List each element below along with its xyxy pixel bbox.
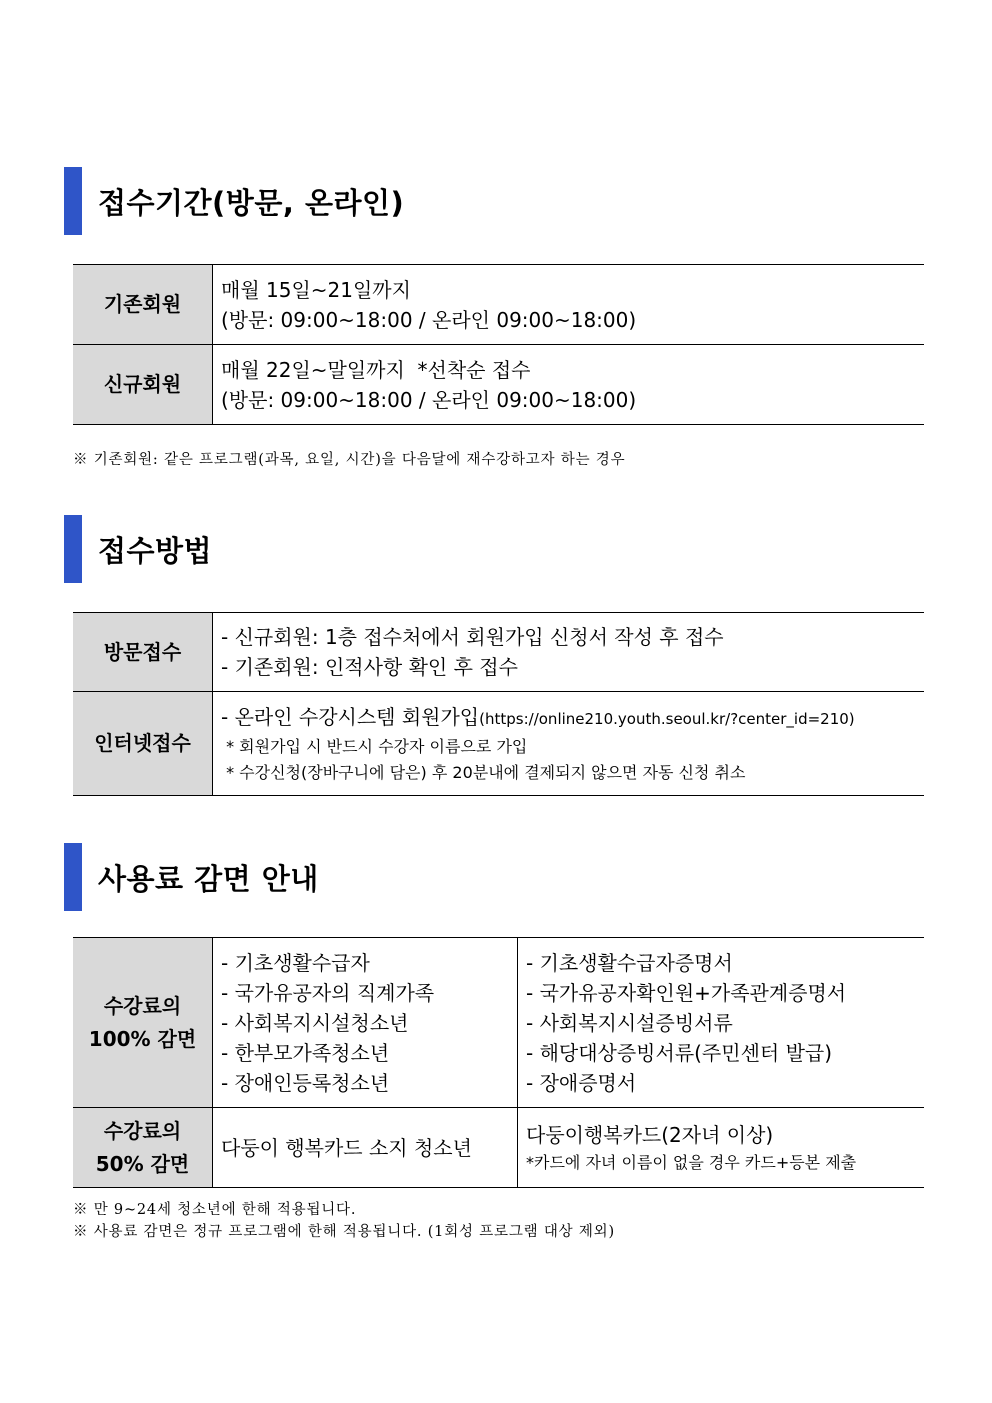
list-item: - 한부모가족청소년 bbox=[221, 1040, 390, 1065]
table-row bbox=[73, 265, 924, 345]
head-line: 100% 감면 bbox=[88, 1026, 197, 1051]
head-line: 수강료의 bbox=[103, 993, 182, 1018]
accent-bar bbox=[64, 843, 82, 911]
full-discount-documents bbox=[518, 938, 925, 1108]
row-head-existing: 기존회원 bbox=[73, 265, 213, 345]
row-head-half-discount bbox=[73, 1108, 213, 1188]
section-title-text: 접수방법 bbox=[98, 533, 213, 568]
method-table bbox=[73, 612, 924, 796]
list-item: - 사회복지시설청소년 bbox=[221, 1010, 409, 1035]
table-row bbox=[73, 1108, 924, 1188]
table-row bbox=[73, 613, 924, 692]
accent-bar bbox=[64, 167, 82, 235]
row-body-existing bbox=[213, 265, 925, 345]
list-item: *카드에 자녀 이름이 없을 경우 카드+등본 제출 bbox=[526, 1152, 857, 1172]
row-body-new bbox=[213, 345, 925, 425]
internet-line bbox=[221, 702, 916, 734]
full-discount-targets bbox=[213, 938, 518, 1108]
period-note: ※ 기존회원: 같은 프로그램(과목, 요일, 시간)을 다음달에 재수강하고자 하는 경우 bbox=[73, 452, 626, 468]
row-head-internet: 인터넷접수 bbox=[73, 692, 213, 796]
list-item: - 장애증명서 bbox=[526, 1070, 637, 1095]
list-item: - 기초생활수급자증명서 bbox=[526, 950, 733, 975]
row-head-full-discount bbox=[73, 938, 213, 1108]
section-title-text: 사용료 감면 안내 bbox=[98, 861, 319, 896]
accent-bar bbox=[64, 515, 82, 583]
list-item: - 기초생활수급자 bbox=[221, 950, 370, 975]
list-item: - 국가유공자확인원+가족관계증명서 bbox=[526, 980, 847, 1005]
period-line: 매월 15일~21일까지 bbox=[221, 277, 411, 302]
discount-note: ※ 사용료 감면은 정규 프로그램에 한해 적용됩니다. (1회성 프로그램 대상 제외) bbox=[73, 1224, 615, 1240]
list-item: - 사회복지시설증빙서류 bbox=[526, 1010, 733, 1035]
hours-line: (방문: 09:00~18:00 / 온라인 09:00~18:00) bbox=[221, 387, 637, 412]
signup-url-link[interactable]: (https://online210.youth.seoul.kr/?center_id=210) bbox=[479, 709, 855, 728]
half-discount-documents bbox=[518, 1108, 925, 1188]
section-title-period bbox=[64, 167, 404, 235]
section-title-text: 접수기간(방문, 온라인) bbox=[98, 185, 405, 220]
row-body-visit bbox=[213, 613, 925, 692]
list-item: - 국가유공자의 직계가족 bbox=[221, 980, 435, 1005]
visit-line: - 신규회원: 1층 접수처에서 회원가입 신청서 작성 후 접수 bbox=[221, 625, 724, 649]
visit-line: - 기존회원: 인적사항 확인 후 접수 bbox=[221, 655, 518, 679]
list-item: 다둥이 행복카드 소지 청소년 bbox=[221, 1135, 472, 1160]
list-item: - 해당대상증빙서류(주민센터 발급) bbox=[526, 1040, 833, 1065]
list-item: - 장애인등록청소년 bbox=[221, 1070, 390, 1095]
section-title-discount bbox=[64, 843, 319, 911]
table-row bbox=[73, 692, 924, 796]
half-discount-target bbox=[213, 1108, 518, 1188]
discount-table bbox=[73, 937, 924, 1188]
list-item: 다둥이행복카드(2자녀 이상) bbox=[526, 1122, 774, 1147]
hours-line: (방문: 09:00~18:00 / 온라인 09:00~18:00) bbox=[221, 307, 637, 332]
section-title-method bbox=[64, 515, 212, 583]
table-row bbox=[73, 938, 924, 1108]
row-head-new: 신규회원 bbox=[73, 345, 213, 425]
table-row bbox=[73, 345, 924, 425]
period-line: 매월 22일~말일까지 *선착순 접수 bbox=[221, 357, 531, 382]
head-line: 수강료의 bbox=[103, 1118, 182, 1143]
discount-note: ※ 만 9~24세 청소년에 한해 적용됩니다. bbox=[73, 1202, 357, 1218]
internet-line-main: - 온라인 수강시스템 회원가입 bbox=[221, 704, 480, 729]
head-line: 50% 감면 bbox=[95, 1151, 190, 1176]
row-head-visit: 방문접수 bbox=[73, 613, 213, 692]
internet-note: * 회원가입 시 반드시 수강자 이름으로 가입 bbox=[221, 736, 528, 756]
internet-note: * 수강신청(장바구니에 담은) 후 20분내에 결제되지 않으면 자동 신청 취소 bbox=[221, 762, 746, 782]
row-body-internet bbox=[213, 692, 925, 796]
period-table bbox=[73, 264, 924, 425]
